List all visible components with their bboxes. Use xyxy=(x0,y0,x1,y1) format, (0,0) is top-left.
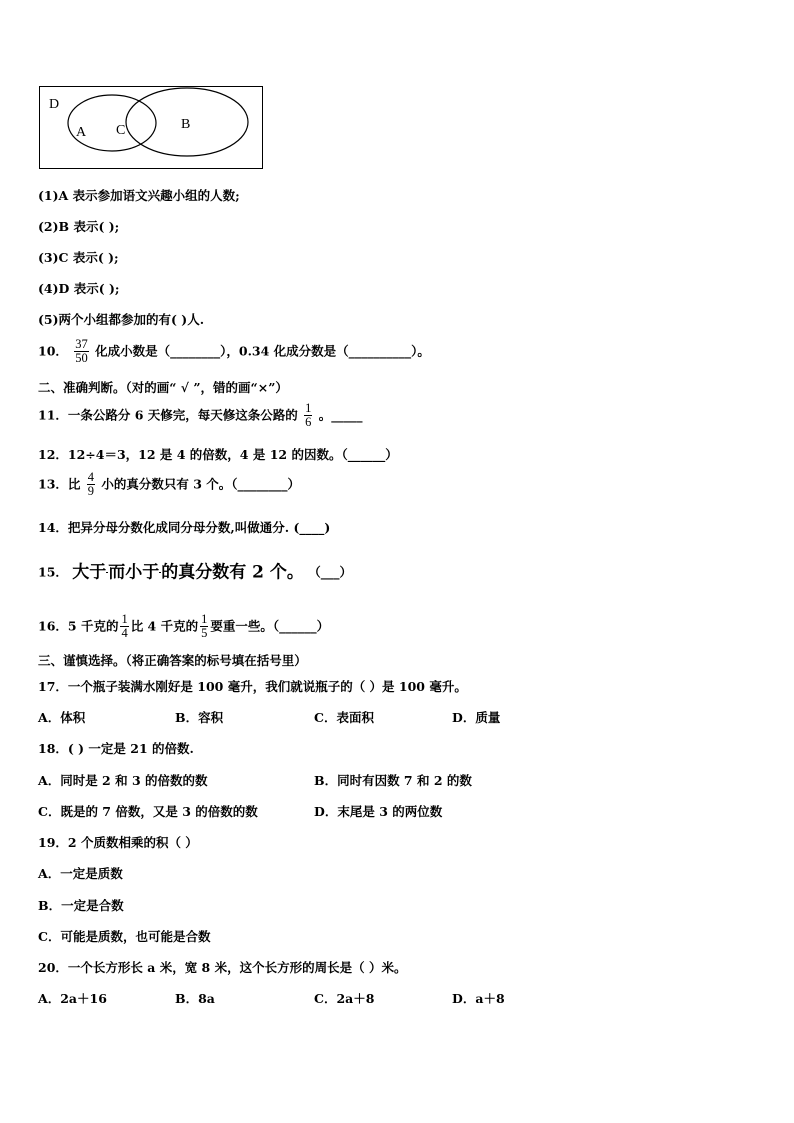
q16-f1-numerator: 1 xyxy=(121,612,128,626)
q9-part2: (2)B 表示( ); xyxy=(38,219,120,234)
q15-tail: （___） xyxy=(308,564,353,580)
q9-part3: (3)C 表示( ); xyxy=(38,250,119,265)
q20-option-a[interactable]: A．2a＋16 xyxy=(38,991,107,1006)
q17-option-a[interactable]: A．体积 xyxy=(38,710,86,725)
venn-circle-a xyxy=(68,95,156,151)
question-12: 12．12÷4＝3，12 是 4 的倍数，4 是 12 的因数。（______） xyxy=(38,447,398,462)
q18-option-a[interactable]: A．同时是 2 和 3 的倍数的数 xyxy=(38,773,208,788)
venn-label-a: A xyxy=(76,125,87,140)
q17-option-c[interactable]: C．表面积 xyxy=(314,710,374,725)
q13-fraction xyxy=(87,471,95,498)
question-11 xyxy=(38,402,363,429)
question-16 xyxy=(38,613,329,640)
q13-numerator: 4 xyxy=(87,470,95,484)
q16-fraction-2 xyxy=(200,613,208,640)
q11-denominator: 6 xyxy=(305,415,312,429)
q10-fraction xyxy=(74,338,89,365)
q11-text-b: 。_____ xyxy=(318,407,363,423)
q13-denominator: 9 xyxy=(87,484,95,498)
q10-number: 10． xyxy=(38,343,68,359)
q17-option-b[interactable]: B．容积 xyxy=(175,710,224,725)
q15-text-b: 而小于 xyxy=(108,562,160,583)
question-20: 20．一个长方形长 a 米，宽 8 米，这个长方形的周长是（ ）米。 xyxy=(38,960,407,975)
q16-f2-numerator: 1 xyxy=(201,612,208,626)
q20-option-b[interactable]: B．8a xyxy=(175,991,215,1006)
question-19: 19．2 个质数相乘的积（ ） xyxy=(38,835,198,850)
q13-text-a: 13．比 xyxy=(38,476,81,492)
section-2-heading: 二、准确判断。（对的画“ √ ”，错的画“×”） xyxy=(38,380,288,395)
question-15 xyxy=(38,563,352,582)
q10-text: 化成小数是（________），0.34 化成分数是（__________）。 xyxy=(95,343,430,359)
q18-option-c[interactable]: C．既是的 7 倍数，又是 3 的倍数的数 xyxy=(38,804,258,819)
question-10 xyxy=(38,338,430,365)
q16-f1-denominator: 4 xyxy=(121,626,128,640)
venn-label-c: C xyxy=(116,123,126,138)
q20-option-c[interactable]: C．2a＋8 xyxy=(314,991,375,1006)
q16-text-a: 16．5 千克的 xyxy=(38,618,119,634)
q19-option-c[interactable]: C．可能是质数，也可能是合数 xyxy=(38,929,211,944)
venn-label-d: D xyxy=(49,97,60,112)
q17-option-d[interactable]: D．质量 xyxy=(452,710,501,725)
q19-option-a[interactable]: A．一定是质数 xyxy=(38,866,123,881)
q15-number: 15． xyxy=(38,564,68,580)
q9-part4: (4)D 表示( ); xyxy=(38,281,120,296)
q15-text-c: 的真分数有 2 个。 xyxy=(161,562,304,583)
question-13 xyxy=(38,471,300,498)
q16-text-b: 比 4 千克的 xyxy=(130,618,199,634)
venn-frame-d xyxy=(40,87,263,169)
q11-fraction xyxy=(304,402,312,429)
venn-label-b: B xyxy=(181,117,191,132)
q11-text-a: 11．一条公路分 6 天修完，每天修这条公路的 xyxy=(38,407,298,423)
q16-f2-denominator: 5 xyxy=(201,626,208,640)
q11-numerator: 1 xyxy=(305,401,312,415)
venn-diagram xyxy=(39,86,263,169)
section-3-heading: 三、谨慎选择。（将正确答案的标号填在括号里） xyxy=(38,653,307,668)
q10-numerator: 37 xyxy=(75,337,88,351)
q18-option-d[interactable]: D．末尾是 3 的两位数 xyxy=(314,804,443,819)
q19-option-b[interactable]: B．一定是合数 xyxy=(38,898,124,913)
question-17: 17．一个瓶子装满水刚好是 100 毫升，我们就说瓶子的（ ）是 100 毫升。 xyxy=(38,679,467,694)
q15-text-a: 大于 xyxy=(72,562,107,583)
q13-text-b: 小的真分数只有 3 个。（________） xyxy=(101,476,301,492)
q9-part1: (1)A 表示参加语文兴趣小组的人数; xyxy=(38,188,240,203)
question-18: 18．( ) 一定是 21 的倍数. xyxy=(38,741,194,756)
question-14: 14．把异分母分数化成同分母分数,叫做通分. (____) xyxy=(38,520,331,535)
q10-denominator: 50 xyxy=(75,351,88,365)
q16-text-c: 要重一些。（______） xyxy=(210,618,330,634)
q9-part5: (5)两个小组都参加的有( )人. xyxy=(38,312,205,327)
q20-option-d[interactable]: D．a＋8 xyxy=(452,991,505,1006)
q18-option-b[interactable]: B．同时有因数 7 和 2 的数 xyxy=(314,773,472,788)
q16-fraction-1 xyxy=(120,613,128,640)
